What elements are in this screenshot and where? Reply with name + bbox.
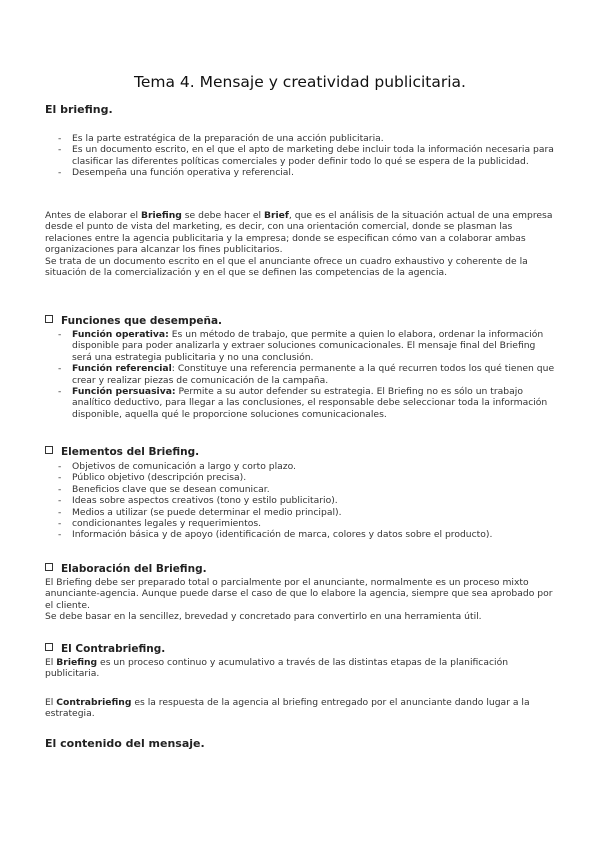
- funciones-list: [58, 329, 558, 420]
- item-text: Es un método de trabajo, que permite a quien lo elabora, ordenar la información disponible para poder analizarla y extraer soluciones comunicacionales. El mensaje final del Briefing será una estrategia publicitaria y no una conclusión.: [72, 329, 544, 363]
- section-heading-elaboracion: [45, 563, 207, 575]
- bold-term: Briefing: [141, 210, 182, 221]
- section-heading-contrabriefing: [45, 643, 165, 655]
- bold-term: Contrabriefing: [56, 697, 132, 708]
- list-item: - Beneficios clave que se desean comunicar.: [58, 484, 558, 495]
- list-item: - condicionantes legales y requerimientos.: [58, 518, 558, 529]
- bold-term: Brief: [264, 210, 289, 221]
- heading-text: Elementos del Briefing.: [61, 446, 200, 458]
- briefing-paragraph: [45, 210, 557, 278]
- section-heading-contenido: El contenido del mensaje.: [45, 737, 205, 750]
- text-run: Se debe basar en la sencillez, brevedad y concretado para convertirlo en una herramienta útil.: [45, 611, 482, 623]
- list-item: - Desempeña una función operativa y referencial.: [58, 167, 558, 178]
- list-item: [58, 329, 558, 363]
- heading-text: Funciones que desempeña.: [61, 315, 223, 327]
- list-item: - Objetivos de comunicación a largo y corto plazo.: [58, 461, 558, 472]
- list-item: - Público objetivo (descripción precisa).: [58, 472, 558, 483]
- text-run: es la respuesta de la agencia al briefing entregado por el anunciante dando lugar a la estrategia.: [45, 697, 530, 720]
- heading-text: Elaboración del Briefing.: [61, 563, 207, 575]
- section-heading-briefing: El briefing.: [45, 103, 113, 116]
- text-run: Se trata de un documento escrito en el que el anunciante ofrece un cuadro exhaustivo y coherente de la situación de la comercialización y en el que se definen las competencias de la agencia.: [45, 255, 528, 279]
- text-run: Antes de elaborar el: [45, 210, 141, 221]
- checkbox-bullet-icon: [45, 446, 53, 454]
- item-text: Permite a su autor defender su estrategia. El Briefing no es sólo un trabajo analítico deductivo, para llegar a las conclusiones, el responsable debe seleccionar toda la información disponible, aquella qué le proporcione soluciones comunicacionales.: [72, 386, 548, 420]
- list-item: - Ideas sobre aspectos creativos (tono y estilo publicitario).: [58, 495, 558, 506]
- list-item: - Información básica y de apoyo (identificación de marca, colores y datos sobre el producto).: [58, 529, 558, 540]
- checkbox-bullet-icon: [45, 643, 53, 651]
- text-run: se debe hacer el: [181, 210, 264, 221]
- text-run: El Briefing debe ser preparado total o parcialmente por el anunciante, normalmente es un proceso mixto anunciante-agencia. Aunque puede darse el caso de que lo elabore la agencia, siempre que sea aprobado por el cliente.: [45, 577, 553, 611]
- contrabriefing-paragraph-2: [45, 697, 557, 720]
- list-item: [58, 386, 558, 420]
- list-item: [58, 363, 558, 386]
- item-label: Función operativa:: [72, 329, 169, 340]
- heading-text: El Contrabriefing.: [61, 643, 166, 655]
- bold-term: Briefing: [56, 657, 98, 668]
- text-run: es un proceso continuo y acumulativo a través de las distintas etapas de la planificación publicitaria.: [45, 657, 509, 680]
- list-item: - Es un documento escrito, en el que el apto de marketing debe incluir toda la información necesaria para clasificar las diferentes políticas comerciales y poder definir todo lo qué se espera de la publicidad.: [58, 144, 558, 167]
- elaboracion-paragraph: [45, 577, 557, 623]
- checkbox-bullet-icon: [45, 315, 53, 323]
- text-run: El: [45, 657, 57, 668]
- text-run: , que es el análisis de la situación actual de una empresa desde el punto de vista del marketing, es decir, con una orientación comercial, donde se plasman las relaciones entre la agencia publicitaria y la empresa; donde se especifican cómo van a colaborar ambas organizaciones para alcanzar los fines publicitarios.: [45, 210, 553, 256]
- list-item: - Medios a utilizar (se puede determinar el medio principal).: [58, 507, 558, 518]
- contrabriefing-paragraph-1: [45, 657, 557, 680]
- text-run: El: [45, 697, 57, 708]
- section-heading-elementos: [45, 446, 199, 458]
- section-heading-funciones: [45, 315, 222, 327]
- item-label: Función persuasiva:: [72, 386, 176, 398]
- briefing-list: [58, 133, 558, 179]
- page-title: Tema 4. Mensaje y creatividad publicitaria.: [134, 73, 466, 91]
- list-item: - Es la parte estratégica de la preparación de una acción publicitaria.: [58, 133, 558, 144]
- elementos-list: [58, 461, 558, 541]
- item-text: : Constituye una referencia permanente a la qué recurren todos los qué tienen que crear y realizar piezas de comunicación de la campaña.: [72, 363, 555, 386]
- item-label: Función referencial: [72, 363, 172, 375]
- checkbox-bullet-icon: [45, 563, 53, 571]
